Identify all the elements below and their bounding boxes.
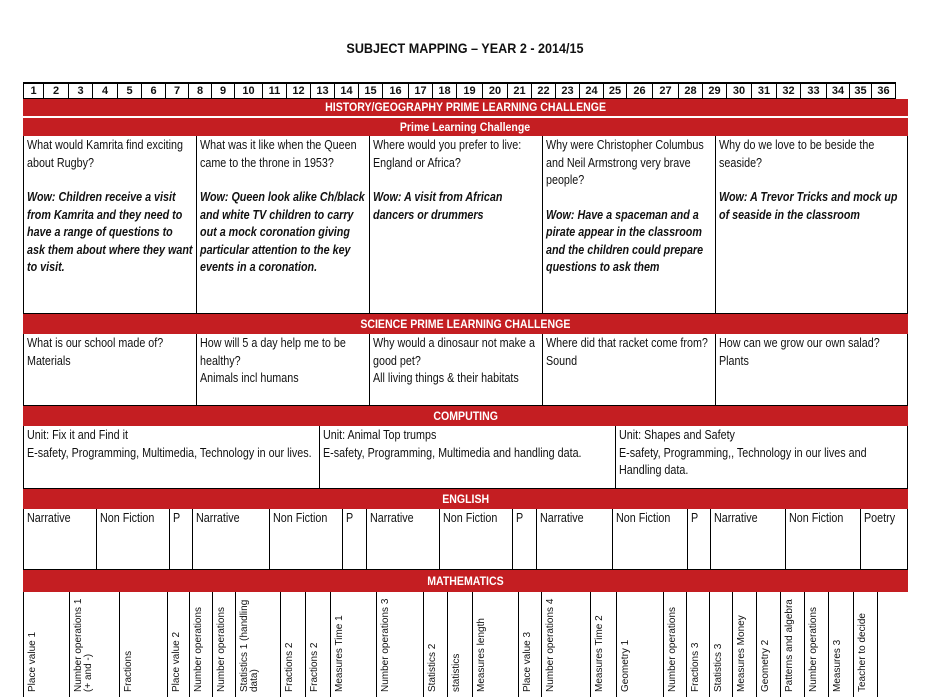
week-number: 1	[23, 82, 43, 99]
page-title: SUBJECT MAPPING – YEAR 2 - 2014/15	[346, 40, 584, 56]
mathematics-label-text: Measures Money	[736, 615, 747, 692]
mathematics-cell-label	[310, 596, 320, 692]
english-cell-label: Non Fiction	[616, 511, 671, 525]
mathematics-cell-label	[335, 596, 345, 692]
science-cell	[369, 334, 542, 405]
mathematics-label-text: Measures 3	[832, 639, 843, 692]
week-number: 9	[211, 82, 234, 99]
english-cell	[23, 509, 96, 569]
mathematics-label-text: Number operations	[193, 606, 204, 692]
week-number: 27	[652, 82, 678, 99]
history-cell	[23, 136, 196, 313]
english-cell-label: Narrative	[27, 511, 71, 525]
week-number: 33	[800, 82, 826, 99]
history-question: Where would you prefer to live: England or Africa?	[373, 138, 522, 170]
week-number: 20	[482, 82, 507, 99]
mathematics-cell-label	[28, 596, 38, 692]
mathematics-cell	[280, 592, 305, 697]
history-wow: Wow: A visit from African dancers or drummers	[373, 190, 503, 222]
mathematics-label-text: Number operations 3	[380, 598, 391, 692]
computing-unit: Unit: Fix it and Find it	[27, 428, 128, 442]
science-cell	[23, 334, 196, 405]
history-question: What would Kamrita find exciting about Rugby?	[27, 138, 183, 170]
history-cell-content	[27, 137, 193, 277]
mathematics-cell	[119, 592, 167, 697]
mathematics-cell-label	[595, 596, 605, 692]
english-cell	[342, 509, 366, 569]
history-question: Why do we love to be beside the seaside?	[719, 138, 875, 170]
mathematics-cell	[686, 592, 709, 697]
mathematics-cell	[376, 592, 423, 697]
mathematics-cell	[663, 592, 686, 697]
mathematics-cell	[423, 592, 447, 697]
history-cell-content	[373, 137, 539, 224]
mathematics-cell	[804, 592, 828, 697]
mathematics-cell	[235, 592, 280, 697]
mathematics-cell-label	[621, 596, 631, 692]
mathematics-cell-label	[761, 596, 771, 692]
mathematics-cell	[732, 592, 756, 697]
week-number: 35	[849, 82, 871, 99]
science-heading: SCIENCE PRIME LEARNING CHALLENGE	[23, 314, 908, 334]
week-number: 32	[776, 82, 800, 99]
science-question: What is our school made of?	[27, 336, 164, 350]
science-topic: All living things & their habitats	[373, 371, 519, 385]
mathematics-cell-label	[785, 596, 795, 692]
computing-row	[23, 426, 908, 489]
mathematics-label-text: Fractions	[123, 650, 134, 692]
science-cell-content	[27, 335, 193, 370]
mathematics-cell	[447, 592, 472, 697]
mathematics-cell-label	[714, 596, 724, 692]
english-cell	[169, 509, 192, 569]
mathematics-cell	[853, 592, 878, 697]
mathematics-label-text: Patterns and algebra	[784, 599, 795, 692]
mathematics-label-text: Place value 2	[171, 631, 182, 692]
science-topic: Animals incl humans	[200, 371, 299, 385]
mathematics-label-text: Number operations 4	[545, 598, 556, 692]
english-cell	[710, 509, 785, 569]
computing-unit: Unit: Animal Top trumps	[323, 428, 437, 442]
science-cell-content	[200, 335, 366, 388]
computing-cell	[319, 426, 615, 488]
english-cell	[439, 509, 512, 569]
english-cell-label: P	[346, 511, 354, 525]
mathematics-label-text: Geometry 2	[760, 639, 771, 692]
science-question: Where did that racket come from?	[546, 336, 708, 350]
mathematics-cell	[828, 592, 853, 697]
mathematics-cell	[756, 592, 780, 697]
week-number: 15	[358, 82, 382, 99]
week-number: 11	[262, 82, 286, 99]
mathematics-cell	[616, 592, 663, 697]
week-number: 31	[751, 82, 776, 99]
mathematics-label-text: Place value 1	[27, 631, 38, 692]
week-number: 2	[43, 82, 68, 99]
history-cell	[369, 136, 542, 313]
mathematics-label-text: Statistics 2	[427, 643, 438, 692]
science-question: Why would a dinosaur not make a good pet?	[373, 336, 535, 368]
science-question: How will 5 a day help me to be healthy?	[200, 336, 346, 368]
computing-unit: Unit: Shapes and Safety	[619, 428, 735, 442]
week-number: 25	[603, 82, 626, 99]
week-number: 26	[626, 82, 652, 99]
mapping-table	[23, 82, 908, 697]
science-question: How can we grow our own salad?	[719, 336, 880, 350]
week-number: 14	[334, 82, 358, 99]
mathematics-label-text: Statistics 1 (handling data)	[239, 599, 260, 692]
week-number: 24	[579, 82, 603, 99]
mathematics-cell	[541, 592, 590, 697]
english-cell	[192, 509, 269, 569]
mathematics-cell-label	[194, 596, 204, 692]
english-cell	[785, 509, 860, 569]
week-number: 6	[141, 82, 165, 99]
mathematics-label-text: Number operations	[216, 606, 227, 692]
english-cell	[860, 509, 908, 569]
week-number: 3	[68, 82, 92, 99]
english-cell-label: Poetry	[864, 511, 896, 525]
week-number: 12	[286, 82, 310, 99]
computing-cell	[23, 426, 319, 488]
mathematics-cell-label	[74, 596, 94, 692]
mathematics-label-text: Geometry 1	[620, 639, 631, 692]
mathematics-label-text: Number operations 1 (+ and -)	[73, 598, 94, 692]
science-cell-content	[373, 335, 539, 388]
english-cell-label: P	[691, 511, 699, 525]
week-number: 23	[555, 82, 579, 99]
week-number: 34	[826, 82, 849, 99]
history-cell	[715, 136, 908, 313]
mathematics-cell-label	[285, 596, 295, 692]
mathematics-cell	[212, 592, 235, 697]
english-cell-label: Narrative	[540, 511, 584, 525]
mathematics-cell-label	[833, 596, 843, 692]
english-cell-label: Non Fiction	[443, 511, 498, 525]
mathematics-label-text: Number operations	[808, 606, 819, 692]
mathematics-label-text: Fractions 2	[284, 642, 295, 692]
english-cell-label: Narrative	[370, 511, 414, 525]
science-topic: Materials	[27, 353, 71, 368]
english-cell-label: Non Fiction	[273, 511, 328, 525]
mathematics-cell-label	[240, 596, 260, 692]
history-question: What was it like when the Queen came to the throne in 1953?	[200, 138, 357, 170]
science-cell	[196, 334, 369, 405]
week-number: 30	[726, 82, 751, 99]
week-number-row	[23, 82, 908, 99]
history-cell	[542, 136, 715, 313]
mathematics-cell-label	[809, 596, 819, 692]
week-number: 17	[408, 82, 432, 99]
mathematics-cell	[167, 592, 189, 697]
english-cell	[687, 509, 710, 569]
mathematics-cell-label	[124, 596, 134, 692]
mathematics-cell	[189, 592, 212, 697]
mathematics-cell	[330, 592, 376, 697]
history-wow: Wow: Children receive a visit from Kamrita and they need to have a range of questions to ask them about where they want to visit.	[27, 190, 193, 274]
history-question: Why were Christopher Columbus and Neil Armstrong very brave people?	[546, 138, 704, 187]
mathematics-cell-label	[217, 596, 227, 692]
english-cell-label: Non Fiction	[100, 511, 155, 525]
science-row	[23, 334, 908, 406]
history-cell	[196, 136, 369, 313]
mathematics-label-text: Fractions 2	[309, 642, 320, 692]
mathematics-label-text: statistics	[451, 653, 462, 692]
mathematics-label-text: Statistics 3	[713, 643, 724, 692]
mathematics-cell	[23, 592, 69, 697]
english-cell-label: Narrative	[196, 511, 240, 525]
mathematics-row	[23, 592, 908, 697]
mathematics-cell-label	[428, 596, 438, 692]
history-wow: Wow: Queen look alike Ch/black and white TV children to carry out a mock coronation giving particular attention to the key events in a coronation.	[200, 190, 365, 274]
english-row	[23, 509, 908, 570]
mathematics-cell	[305, 592, 330, 697]
week-number: 4	[92, 82, 117, 99]
mathematics-cell	[590, 592, 616, 697]
history-wow: Wow: Have a spaceman and a pirate appear in the classroom and the children could prepare questions to ask them	[546, 207, 704, 274]
mathematics-label-text: Fractions 3	[690, 642, 701, 692]
history-heading: HISTORY/GEOGRAPHY PRIME LEARNING CHALLENGE	[23, 99, 908, 116]
computing-cell-content	[323, 427, 611, 462]
history-row	[23, 136, 908, 314]
week-number: 18	[432, 82, 456, 99]
mathematics-heading: MATHEMATICS	[23, 570, 908, 592]
english-cell-label: P	[173, 511, 181, 525]
week-number: 16	[382, 82, 408, 99]
mathematics-cell-label	[172, 596, 182, 692]
computing-text: E-safety, Programming,, Technology in our lives and Handling data.	[619, 445, 867, 477]
week-number: 22	[531, 82, 555, 99]
mathematics-label-text: Measures length	[476, 618, 487, 692]
week-number: 5	[117, 82, 141, 99]
computing-text: E-safety, Programming, Multimedia and handling data.	[323, 445, 582, 460]
english-cell	[536, 509, 612, 569]
english-cell	[366, 509, 439, 569]
mathematics-label-text: Measures Time 2	[594, 615, 605, 692]
mathematics-cell-label	[691, 596, 701, 692]
mathematics-cell	[780, 592, 804, 697]
mathematics-cell	[472, 592, 518, 697]
history-cell-content	[200, 137, 366, 277]
english-cell	[512, 509, 536, 569]
mathematics-cell	[518, 592, 541, 697]
mathematics-cell-label	[668, 596, 678, 692]
computing-cell-content	[27, 427, 315, 462]
mathematics-cell-label	[477, 596, 487, 692]
mathematics-cell	[69, 592, 119, 697]
english-heading: ENGLISH	[23, 489, 908, 509]
mathematics-label-text: Measures Time 1	[334, 615, 345, 692]
mathematics-label-text: Number operations	[667, 606, 678, 692]
mathematics-cell-label	[546, 596, 556, 692]
english-cell	[269, 509, 342, 569]
mathematics-label-text: Teacher to decide	[857, 613, 868, 692]
science-cell-content	[719, 335, 904, 370]
mathematics-cell-label	[381, 596, 391, 692]
english-cell-label: Narrative	[714, 511, 758, 525]
english-cell	[96, 509, 169, 569]
science-cell	[542, 334, 715, 405]
mathematics-cell-label	[737, 596, 747, 692]
week-number: 7	[165, 82, 188, 99]
week-number: 13	[310, 82, 334, 99]
mathematics-cell-label	[858, 596, 868, 692]
mathematics-label-text: Place value 3	[522, 631, 533, 692]
week-number: 28	[678, 82, 702, 99]
week-number: 19	[456, 82, 482, 99]
mathematics-cell-label	[523, 596, 533, 692]
computing-heading: COMPUTING	[23, 406, 908, 426]
history-subheading: Prime Learning Challenge	[23, 118, 908, 136]
week-number: 29	[702, 82, 726, 99]
week-number: 8	[188, 82, 211, 99]
computing-cell-content	[619, 427, 903, 480]
history-cell-content	[546, 137, 712, 277]
mathematics-cell-label	[452, 596, 462, 692]
history-wow: Wow: A Trevor Tricks and mock up of seaside in the classroom	[719, 190, 898, 222]
week-number: 36	[871, 82, 896, 99]
english-cell-label: P	[516, 511, 524, 525]
history-cell-content	[719, 137, 904, 224]
computing-text: E-safety, Programming, Multimedia, Technology in our lives.	[27, 445, 312, 460]
computing-cell	[615, 426, 908, 488]
week-number: 10	[234, 82, 262, 99]
science-topic: Plants	[719, 353, 749, 368]
week-number: 21	[507, 82, 531, 99]
science-cell-content	[546, 335, 712, 370]
english-cell-label: Non Fiction	[789, 511, 844, 525]
science-topic: Sound	[546, 353, 578, 368]
english-cell	[612, 509, 687, 569]
science-cell	[715, 334, 908, 405]
mathematics-cell	[709, 592, 732, 697]
